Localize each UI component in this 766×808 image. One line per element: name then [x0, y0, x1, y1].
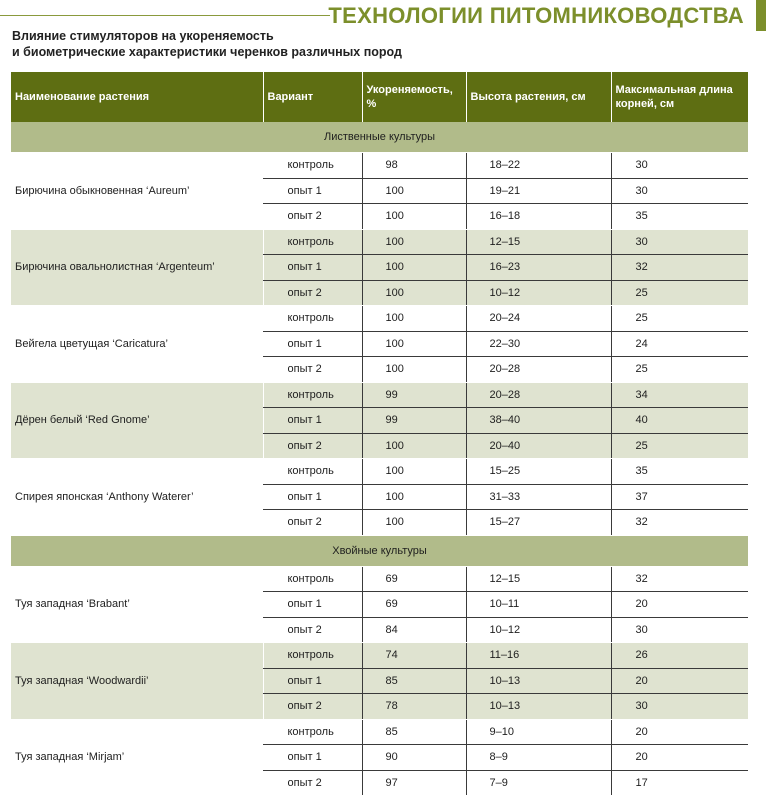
category-label: Хвойные культуры [11, 535, 748, 566]
roots-cell: 34 [611, 382, 748, 408]
roots-cell: 24 [611, 331, 748, 357]
rooting-cell: 99 [362, 382, 466, 408]
rooting-cell: 69 [362, 566, 466, 592]
roots-cell: 30 [611, 153, 748, 179]
table-header-row [11, 72, 748, 122]
rooting-cell: 85 [362, 719, 466, 745]
variant-cell: контроль [263, 566, 362, 592]
rooting-cell: 78 [362, 694, 466, 720]
roots-cell: 37 [611, 484, 748, 510]
section-header [0, 0, 766, 31]
roots-cell: 30 [611, 178, 748, 204]
col-header-roots: Максимальная длина корней, см [611, 72, 748, 122]
height-cell: 16–23 [466, 255, 611, 281]
rooting-cell: 69 [362, 592, 466, 618]
roots-cell: 25 [611, 357, 748, 383]
variant-cell: опыт 2 [263, 617, 362, 643]
height-cell: 15–27 [466, 510, 611, 536]
height-cell: 10–11 [466, 592, 611, 618]
rooting-cell: 100 [362, 510, 466, 536]
rooting-cell: 100 [362, 280, 466, 306]
rooting-cell: 100 [362, 178, 466, 204]
height-cell: 10–13 [466, 668, 611, 694]
plant-name-cell: Дёрен белый ‘Red Gnome’ [11, 382, 263, 459]
variant-cell: опыт 2 [263, 770, 362, 796]
rooting-cell: 100 [362, 229, 466, 255]
col-header-rooting: Укореняемость, % [362, 72, 466, 122]
caption-line-2: и биометрические характеристики черенков различных пород [12, 45, 402, 59]
variant-cell: контроль [263, 719, 362, 745]
col-header-height: Высота растения, см [466, 72, 611, 122]
variant-cell: опыт 1 [263, 668, 362, 694]
roots-cell: 30 [611, 694, 748, 720]
rooting-cell: 98 [362, 153, 466, 179]
variant-cell: опыт 2 [263, 694, 362, 720]
height-cell: 22–30 [466, 331, 611, 357]
variant-cell: контроль [263, 643, 362, 669]
rooting-cell: 100 [362, 331, 466, 357]
rooting-cell: 84 [362, 617, 466, 643]
height-cell: 10–12 [466, 280, 611, 306]
height-cell: 38–40 [466, 408, 611, 434]
col-header-plant: Наименование растения [11, 72, 263, 122]
rooting-cell: 74 [362, 643, 466, 669]
rooting-cell: 85 [362, 668, 466, 694]
plant-name-cell: Вейгела цветущая ‘Caricatura’ [11, 306, 263, 383]
section-title: ТЕХНОЛОГИИ ПИТОМНИКОВОДСТВА [328, 3, 744, 28]
height-cell: 19–21 [466, 178, 611, 204]
plant-name-cell: Спирея японская ‘Anthony Waterer’ [11, 459, 263, 536]
roots-cell: 30 [611, 617, 748, 643]
variant-cell: контроль [263, 229, 362, 255]
rooting-cell: 100 [362, 484, 466, 510]
roots-cell: 17 [611, 770, 748, 796]
caption-line-1: Влияние стимуляторов на укореняемость [12, 29, 274, 43]
variant-cell: опыт 2 [263, 280, 362, 306]
roots-cell: 35 [611, 459, 748, 485]
table-row [11, 306, 748, 332]
plant-name-cell: Туя западная ‘Woodwardii’ [11, 643, 263, 720]
rooting-cell: 100 [362, 459, 466, 485]
variant-cell: опыт 2 [263, 357, 362, 383]
height-cell: 18–22 [466, 153, 611, 179]
height-cell: 10–13 [466, 694, 611, 720]
height-cell: 31–33 [466, 484, 611, 510]
variant-cell: контроль [263, 459, 362, 485]
variant-cell: опыт 1 [263, 745, 362, 771]
height-cell: 20–40 [466, 433, 611, 459]
height-cell: 12–15 [466, 229, 611, 255]
variant-cell: опыт 1 [263, 484, 362, 510]
variant-cell: опыт 1 [263, 592, 362, 618]
table-caption [12, 28, 612, 60]
rooting-cell: 97 [362, 770, 466, 796]
roots-cell: 35 [611, 204, 748, 230]
plant-name-cell: Бирючина овальнолистная ‘Argenteum’ [11, 229, 263, 306]
rooting-cell: 100 [362, 255, 466, 281]
table-row [11, 643, 748, 669]
height-cell: 20–28 [466, 382, 611, 408]
col-header-variant: Вариант [263, 72, 362, 122]
table-body [11, 122, 748, 796]
rooting-cell: 100 [362, 357, 466, 383]
category-row [11, 122, 748, 153]
rooting-table [11, 72, 748, 796]
rooting-cell: 100 [362, 306, 466, 332]
rooting-cell: 99 [362, 408, 466, 434]
category-label: Лиственные культуры [11, 122, 748, 153]
roots-cell: 20 [611, 668, 748, 694]
table-row [11, 719, 748, 745]
rooting-cell: 90 [362, 745, 466, 771]
header-rule [0, 15, 330, 16]
height-cell: 16–18 [466, 204, 611, 230]
roots-cell: 20 [611, 592, 748, 618]
variant-cell: контроль [263, 306, 362, 332]
roots-cell: 25 [611, 433, 748, 459]
height-cell: 8–9 [466, 745, 611, 771]
variant-cell: контроль [263, 382, 362, 408]
rooting-cell: 100 [362, 433, 466, 459]
table-row [11, 459, 748, 485]
table-row [11, 153, 748, 179]
table-row [11, 566, 748, 592]
height-cell: 15–25 [466, 459, 611, 485]
roots-cell: 30 [611, 229, 748, 255]
roots-cell: 20 [611, 719, 748, 745]
height-cell: 11–16 [466, 643, 611, 669]
variant-cell: опыт 1 [263, 255, 362, 281]
height-cell: 9–10 [466, 719, 611, 745]
variant-cell: опыт 2 [263, 433, 362, 459]
table-row [11, 382, 748, 408]
roots-cell: 25 [611, 306, 748, 332]
height-cell: 10–12 [466, 617, 611, 643]
table-row [11, 229, 748, 255]
plant-name-cell: Бирючина обыкновенная ‘Aureum’ [11, 153, 263, 230]
roots-cell: 32 [611, 255, 748, 281]
roots-cell: 32 [611, 566, 748, 592]
roots-cell: 40 [611, 408, 748, 434]
variant-cell: опыт 1 [263, 408, 362, 434]
height-cell: 12–15 [466, 566, 611, 592]
plant-name-cell: Туя западная ‘Mirjam’ [11, 719, 263, 796]
height-cell: 20–24 [466, 306, 611, 332]
roots-cell: 26 [611, 643, 748, 669]
roots-cell: 25 [611, 280, 748, 306]
header-accent-bar [756, 0, 766, 31]
category-row [11, 535, 748, 566]
rooting-cell: 100 [362, 204, 466, 230]
roots-cell: 20 [611, 745, 748, 771]
variant-cell: опыт 2 [263, 510, 362, 536]
variant-cell: опыт 1 [263, 331, 362, 357]
variant-cell: опыт 2 [263, 204, 362, 230]
variant-cell: контроль [263, 153, 362, 179]
variant-cell: опыт 1 [263, 178, 362, 204]
height-cell: 20–28 [466, 357, 611, 383]
height-cell: 7–9 [466, 770, 611, 796]
roots-cell: 32 [611, 510, 748, 536]
plant-name-cell: Туя западная ‘Brabant’ [11, 566, 263, 643]
